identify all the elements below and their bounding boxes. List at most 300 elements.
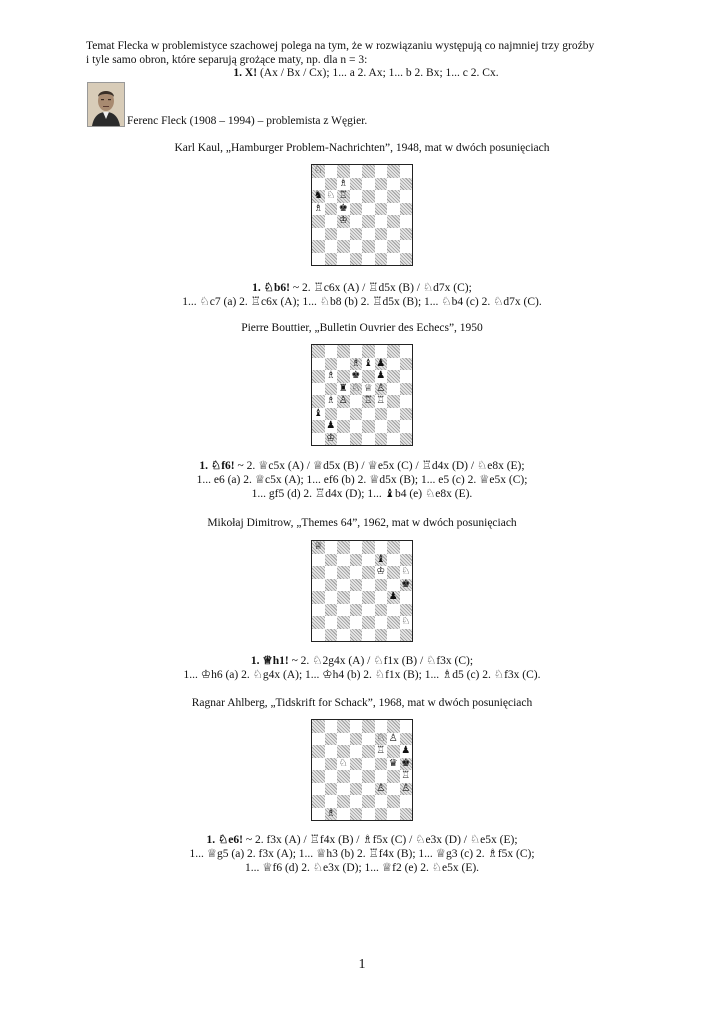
square-d7 [350, 733, 363, 746]
solution-2-line-3: 1... gf5 (d) 2. ♖d4x (D); 1... ♝b4 (e) ♘e8x (E). [251, 488, 473, 500]
square-b1 [325, 629, 338, 642]
chess-piece-icon: ♙ [376, 782, 386, 794]
square-g4 [387, 770, 400, 783]
square-h1 [400, 253, 413, 266]
square-c8 [337, 165, 350, 178]
chess-piece-icon: ♗ [326, 370, 336, 382]
square-c1 [337, 629, 350, 642]
intro-key: 1. X! [233, 67, 258, 79]
square-f4 [375, 215, 388, 228]
square-f1 [375, 808, 388, 821]
chess-piece-icon: ♖ [376, 745, 386, 757]
square-d2 [350, 420, 363, 433]
problem-title-1: Karl Kaul, „Hamburger Problem-Nachrichten”, 1948, mat w dwóch posunięciach [174, 142, 550, 154]
square-c5 [337, 579, 350, 592]
intro-line-3-rest: (Ax / Bx / Cx); 1... a 2. Ax; 1... b 2. Bx; 1... c 2. Cx. [257, 67, 499, 79]
square-b7 [325, 178, 338, 191]
solution-3-line-2: 1... ♔h6 (a) 2. ♘g4x (A); 1... ♔h4 (b) 2. ♘f1x (B); 1... ♗d5 (c) 2. ♘f3x (C). [183, 669, 541, 681]
square-b4 [325, 395, 338, 408]
square-d5 [350, 758, 363, 771]
square-h2 [400, 420, 413, 433]
square-c3 [337, 783, 350, 796]
chess-piece-icon: ♚ [351, 370, 361, 382]
square-b3 [325, 783, 338, 796]
square-h2 [400, 240, 413, 253]
square-f4 [375, 770, 388, 783]
chess-piece-icon: ♕ [313, 541, 323, 553]
chess-piece-icon: ♘ [326, 190, 336, 202]
square-e7 [362, 554, 375, 567]
chess-piece-icon: ♔ [376, 566, 386, 578]
square-d3 [350, 604, 363, 617]
square-f7 [375, 733, 388, 746]
chess-piece-icon: ♞ [313, 190, 323, 202]
square-b3 [325, 228, 338, 241]
square-b8 [325, 720, 338, 733]
square-f1 [375, 629, 388, 642]
square-g7 [387, 733, 400, 746]
square-e3 [362, 408, 375, 421]
square-g1 [387, 433, 400, 446]
square-e2 [362, 420, 375, 433]
square-a2 [312, 616, 325, 629]
chess-piece-icon: ♟ [326, 420, 336, 432]
key-move-4: 1. ♘e6! [206, 834, 243, 846]
solution-3 [0, 654, 724, 682]
square-h6 [400, 190, 413, 203]
solution-4-line-2: 1... ♕g5 (a) 2. f3x (A); 1... ♕h3 (b) 2. ♖f4x (B); 1... ♕g3 (c) 2. ♗f5x (C); [189, 848, 535, 860]
square-b1 [325, 253, 338, 266]
square-e8 [362, 720, 375, 733]
square-e6 [362, 370, 375, 383]
square-e7 [362, 358, 375, 371]
square-c4 [337, 215, 350, 228]
chess-piece-icon: ♝ [376, 553, 386, 565]
square-e8 [362, 345, 375, 358]
solution-3-line-1: 1. ♕h1! ~ 2. ♘2g4x (A) / ♘f1x (B) / ♘f3x (C); [250, 655, 474, 667]
square-a7 [312, 358, 325, 371]
square-b1 [325, 808, 338, 821]
square-c8 [337, 345, 350, 358]
square-h4 [400, 215, 413, 228]
square-c3 [337, 408, 350, 421]
square-h5 [400, 203, 413, 216]
square-a1 [312, 808, 325, 821]
square-c8 [337, 541, 350, 554]
square-a8 [312, 720, 325, 733]
square-e5 [362, 383, 375, 396]
square-g1 [387, 808, 400, 821]
square-f8 [375, 345, 388, 358]
square-h3 [400, 408, 413, 421]
square-f5 [375, 383, 388, 396]
square-a8 [312, 345, 325, 358]
square-g5 [387, 579, 400, 592]
chess-piece-icon: ♘ [338, 757, 348, 769]
chess-piece-icon: ♜ [338, 382, 348, 394]
square-d8 [350, 165, 363, 178]
square-f1 [375, 253, 388, 266]
square-h1 [400, 808, 413, 821]
square-b6 [325, 190, 338, 203]
square-h4 [400, 395, 413, 408]
chess-piece-icon: ♘ [351, 382, 361, 394]
square-a6 [312, 190, 325, 203]
solution-1-line-2: 1... ♘c7 (a) 2. ♖c6x (A); 1... ♘b8 (b) 2. ♖d5x (B); 1... ♘b4 (c) 2. ♘d7x (C). [182, 296, 542, 308]
square-f2 [375, 420, 388, 433]
square-e4 [362, 770, 375, 783]
square-h7 [400, 358, 413, 371]
square-c2 [337, 240, 350, 253]
square-g4 [387, 591, 400, 604]
chess-piece-icon: ♖ [401, 770, 411, 782]
square-d3 [350, 783, 363, 796]
solution-2-line-1: 1. ♘f6! ~ 2. ♕c5x (A) / ♕d5x (B) / ♕e5x (C) / ♖d4x (D) / ♘e8x (E); [199, 460, 525, 472]
solution-4-line-1: 1. ♘e6! ~ 2. f3x (A) / ♖f4x (B) / ♗f5x (C) / ♘e3x (D) / ♘e5x (E); [206, 834, 518, 846]
square-d6 [350, 745, 363, 758]
square-f5 [375, 758, 388, 771]
square-e6 [362, 190, 375, 203]
square-d7 [350, 358, 363, 371]
square-c5 [337, 383, 350, 396]
square-f7 [375, 358, 388, 371]
square-e2 [362, 616, 375, 629]
square-g2 [387, 795, 400, 808]
square-f5 [375, 203, 388, 216]
chess-piece-icon: ♛ [388, 757, 398, 769]
chess-piece-icon: ♚ [401, 578, 411, 590]
square-e7 [362, 178, 375, 191]
square-g8 [387, 345, 400, 358]
square-d2 [350, 795, 363, 808]
chess-piece-icon: ♟ [401, 745, 411, 757]
square-e1 [362, 433, 375, 446]
chess-board-4 [311, 719, 413, 821]
chess-piece-icon: ♗ [338, 177, 348, 189]
square-a5 [312, 758, 325, 771]
square-a4 [312, 770, 325, 783]
square-c6 [337, 566, 350, 579]
square-g3 [387, 783, 400, 796]
chess-piece-icon: ♘ [401, 566, 411, 578]
square-c1 [337, 253, 350, 266]
chess-piece-icon: ♝ [363, 357, 373, 369]
square-a7 [312, 554, 325, 567]
square-a1 [312, 433, 325, 446]
square-d3 [350, 228, 363, 241]
square-f5 [375, 579, 388, 592]
square-e2 [362, 795, 375, 808]
square-a4 [312, 395, 325, 408]
square-a2 [312, 795, 325, 808]
square-a3 [312, 783, 325, 796]
square-b4 [325, 770, 338, 783]
square-b4 [325, 591, 338, 604]
square-d2 [350, 616, 363, 629]
square-h4 [400, 770, 413, 783]
square-c7 [337, 358, 350, 371]
chess-piece-icon: ♗ [313, 202, 323, 214]
square-h8 [400, 165, 413, 178]
square-g3 [387, 228, 400, 241]
square-e5 [362, 579, 375, 592]
square-f6 [375, 566, 388, 579]
square-g8 [387, 541, 400, 554]
square-f4 [375, 395, 388, 408]
square-c6 [337, 745, 350, 758]
square-e5 [362, 203, 375, 216]
square-c5 [337, 758, 350, 771]
chess-board-2 [311, 344, 413, 446]
chess-piece-icon: ♙ [401, 782, 411, 794]
square-f2 [375, 795, 388, 808]
square-g4 [387, 395, 400, 408]
square-h7 [400, 733, 413, 746]
square-g5 [387, 758, 400, 771]
square-a4 [312, 591, 325, 604]
square-a3 [312, 604, 325, 617]
square-c1 [337, 808, 350, 821]
square-c4 [337, 591, 350, 604]
bio-text: Ferenc Fleck (1908 – 1994) – problemista z Węgier. [127, 115, 368, 127]
square-a5 [312, 203, 325, 216]
square-e7 [362, 733, 375, 746]
square-g6 [387, 745, 400, 758]
square-h7 [400, 554, 413, 567]
square-a4 [312, 215, 325, 228]
square-b2 [325, 795, 338, 808]
square-b8 [325, 345, 338, 358]
square-g7 [387, 554, 400, 567]
square-f1 [375, 433, 388, 446]
square-e3 [362, 783, 375, 796]
chess-piece-icon: ♚ [338, 202, 348, 214]
square-d1 [350, 629, 363, 642]
chess-piece-icon: ♖ [363, 395, 373, 407]
square-g2 [387, 616, 400, 629]
chess-piece-icon: ♔ [326, 432, 336, 444]
square-e1 [362, 808, 375, 821]
square-h6 [400, 566, 413, 579]
solution-1 [0, 281, 724, 309]
square-g7 [387, 358, 400, 371]
square-a8 [312, 541, 325, 554]
chess-piece-icon: ♘ [401, 616, 411, 628]
square-c7 [337, 733, 350, 746]
square-d4 [350, 591, 363, 604]
chess-piece-icon: ♝ [313, 407, 323, 419]
square-c6 [337, 370, 350, 383]
square-a2 [312, 420, 325, 433]
square-g8 [387, 165, 400, 178]
square-e6 [362, 566, 375, 579]
square-g3 [387, 408, 400, 421]
chess-piece-icon: ♘ [376, 732, 386, 744]
square-b5 [325, 579, 338, 592]
chess-piece-icon: ♟ [376, 357, 386, 369]
square-b6 [325, 370, 338, 383]
square-e1 [362, 629, 375, 642]
square-h5 [400, 383, 413, 396]
solution-4-line-3: 1... ♕f6 (d) 2. ♘e3x (D); 1... ♕f2 (e) 2. ♘e5x (E). [244, 862, 480, 874]
square-c4 [337, 770, 350, 783]
square-d4 [350, 395, 363, 408]
square-b2 [325, 240, 338, 253]
square-f7 [375, 554, 388, 567]
square-g6 [387, 190, 400, 203]
square-c8 [337, 720, 350, 733]
square-f2 [375, 240, 388, 253]
square-f4 [375, 591, 388, 604]
square-b3 [325, 408, 338, 421]
square-d3 [350, 408, 363, 421]
square-f8 [375, 165, 388, 178]
square-d2 [350, 240, 363, 253]
square-c1 [337, 433, 350, 446]
square-b5 [325, 383, 338, 396]
square-a7 [312, 178, 325, 191]
square-c4 [337, 395, 350, 408]
chess-piece-icon: ♗ [326, 807, 336, 819]
chess-piece-icon: ♗ [351, 357, 361, 369]
square-f8 [375, 541, 388, 554]
square-e4 [362, 215, 375, 228]
square-b8 [325, 541, 338, 554]
chess-piece-icon: ♟ [376, 370, 386, 382]
square-a1 [312, 253, 325, 266]
square-h5 [400, 758, 413, 771]
square-a5 [312, 383, 325, 396]
key-move-2: 1. ♘f6! [199, 460, 235, 472]
square-h3 [400, 228, 413, 241]
chess-piece-icon: ♚ [401, 757, 411, 769]
solution-4 [0, 833, 724, 875]
square-d1 [350, 253, 363, 266]
portrait-image [88, 83, 124, 126]
square-d7 [350, 554, 363, 567]
square-e2 [362, 240, 375, 253]
chess-piece-icon: ♕ [363, 382, 373, 394]
square-d1 [350, 433, 363, 446]
square-g4 [387, 215, 400, 228]
square-g6 [387, 566, 400, 579]
square-b3 [325, 604, 338, 617]
square-h4 [400, 591, 413, 604]
square-a3 [312, 228, 325, 241]
square-c7 [337, 178, 350, 191]
chess-piece-icon: ♖ [338, 190, 348, 202]
square-a2 [312, 240, 325, 253]
square-d8 [350, 541, 363, 554]
square-a3 [312, 408, 325, 421]
square-h6 [400, 370, 413, 383]
square-h7 [400, 178, 413, 191]
square-e3 [362, 228, 375, 241]
square-e5 [362, 758, 375, 771]
square-e8 [362, 165, 375, 178]
square-e4 [362, 395, 375, 408]
square-g2 [387, 420, 400, 433]
chess-piece-icon: ♟ [388, 591, 398, 603]
square-d7 [350, 178, 363, 191]
square-f6 [375, 370, 388, 383]
chess-piece-icon: ♘ [313, 165, 323, 177]
intro-line-2: i tyle samo obron, które separują grożące maty, np. dla n = 3: [86, 53, 368, 66]
square-d5 [350, 579, 363, 592]
square-h5 [400, 579, 413, 592]
square-c2 [337, 616, 350, 629]
square-b6 [325, 566, 338, 579]
square-b4 [325, 215, 338, 228]
page-number: 1 [358, 957, 366, 972]
chess-board-1 [311, 164, 413, 266]
square-f6 [375, 190, 388, 203]
square-c2 [337, 795, 350, 808]
square-f8 [375, 720, 388, 733]
chess-piece-icon: ♔ [338, 215, 348, 227]
square-a1 [312, 629, 325, 642]
square-a7 [312, 733, 325, 746]
square-d8 [350, 720, 363, 733]
square-h8 [400, 541, 413, 554]
square-b2 [325, 420, 338, 433]
square-b5 [325, 758, 338, 771]
square-b8 [325, 165, 338, 178]
square-c6 [337, 190, 350, 203]
square-d5 [350, 383, 363, 396]
square-d4 [350, 215, 363, 228]
square-g3 [387, 604, 400, 617]
square-f6 [375, 745, 388, 758]
square-g6 [387, 370, 400, 383]
square-a6 [312, 566, 325, 579]
square-h2 [400, 795, 413, 808]
square-e4 [362, 591, 375, 604]
chess-piece-icon: ♙ [388, 732, 398, 744]
square-h3 [400, 783, 413, 796]
square-g2 [387, 240, 400, 253]
square-e1 [362, 253, 375, 266]
square-e8 [362, 541, 375, 554]
square-h1 [400, 433, 413, 446]
square-f3 [375, 604, 388, 617]
square-f7 [375, 178, 388, 191]
square-f2 [375, 616, 388, 629]
square-f3 [375, 228, 388, 241]
square-c3 [337, 228, 350, 241]
intro-line-1: Temat Flecka w problemistyce szachowej polega na tym, że w rozwiązaniu występują co najmniej trzy groźby [86, 40, 595, 52]
square-g1 [387, 629, 400, 642]
square-a5 [312, 579, 325, 592]
chess-piece-icon: ♙ [376, 382, 386, 394]
square-h3 [400, 604, 413, 617]
square-a8 [312, 165, 325, 178]
square-b5 [325, 203, 338, 216]
chess-piece-icon: ♙ [338, 395, 348, 407]
square-e6 [362, 745, 375, 758]
solution-2-line-2: 1... e6 (a) 2. ♕c5x (A); 1... ef6 (b) 2. ♕d5x (B); 1... e5 (c) 2. ♕e5x (C); [196, 474, 528, 486]
square-b7 [325, 733, 338, 746]
problem-title-2: Pierre Bouttier, „Bulletin Ouvrier des Echecs”, 1950 [241, 322, 483, 334]
portrait-photo [87, 82, 125, 127]
solution-1-line-1: 1. ♘b6! ~ 2. ♖c6x (A) / ♖d5x (B) / ♘d7x (C); [252, 282, 472, 294]
square-a6 [312, 745, 325, 758]
square-d6 [350, 370, 363, 383]
square-h1 [400, 629, 413, 642]
square-f3 [375, 783, 388, 796]
square-b2 [325, 616, 338, 629]
square-h6 [400, 745, 413, 758]
